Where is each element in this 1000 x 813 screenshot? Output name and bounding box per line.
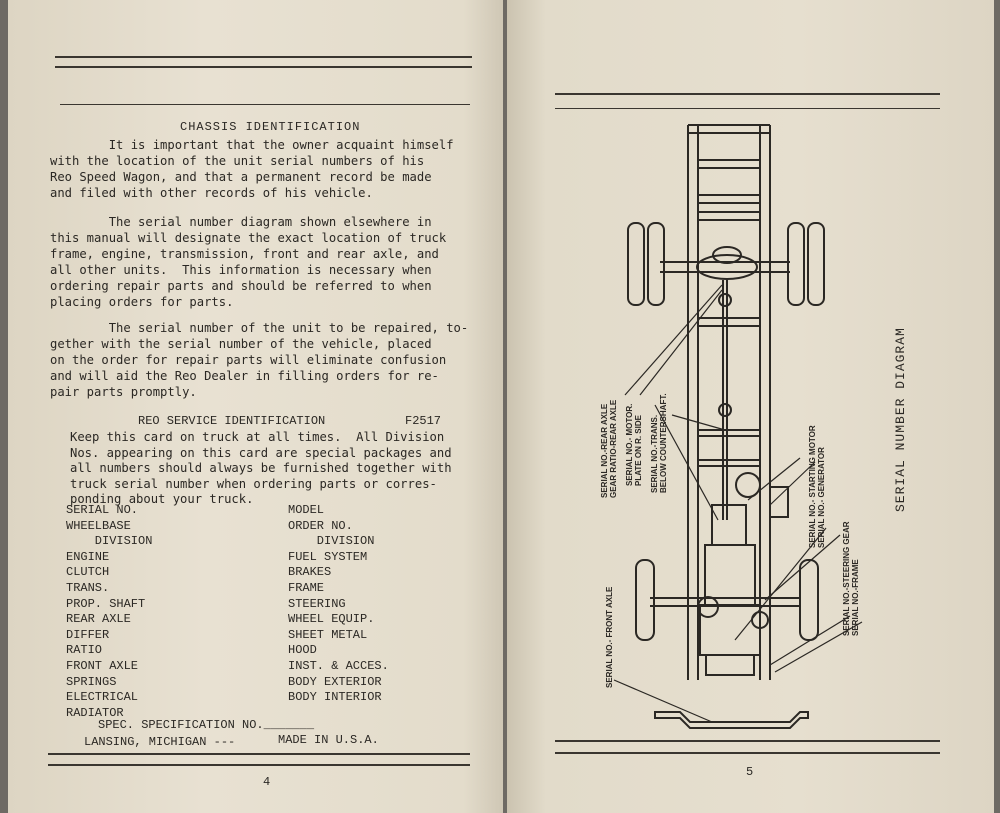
field-label: BODY INTERIOR <box>288 690 382 705</box>
bottom-rule <box>555 740 940 742</box>
rear-axle-label: SERIAL NO.-REAR AXLE GEAR RATIO-REAR AXLE <box>600 399 618 498</box>
page-title: CHASSIS IDENTIFICATION <box>180 120 361 134</box>
motor-label: SERIAL NO.- MOTOR. PLATE ON R. SIDE <box>625 403 643 486</box>
field-label: MODEL <box>288 503 325 517</box>
field-label: FRONT AXLE <box>66 658 139 673</box>
paragraph: The serial number diagram shown elsewhere in this manual will designate the exact location of truck frame, engine, transmission, front and rear axle, and all other units. This information is necessary when ordering repair parts and should be referred to when placing orders for parts. <box>50 215 447 309</box>
made-in-text: MADE IN U.S.A. <box>278 733 379 747</box>
field-label: FRAME <box>288 580 325 595</box>
field-label: INST. & ACCES. <box>288 658 389 673</box>
diagram-title: SERIAL NUMBER DIAGRAM <box>893 327 908 512</box>
field-label: TRANS. <box>66 580 110 595</box>
paragraph: It is important that the owner acquaint himself with the location of the unit serial numbers of his Reo Speed Wagon, and that a permanent record be made and filed with other records of his vehicle. <box>50 138 454 200</box>
field-label: SPRINGS <box>66 674 117 689</box>
field-label: PROP. SHAFT <box>66 596 146 611</box>
page-number: 4 <box>263 775 271 789</box>
field-label: BODY EXTERIOR <box>288 674 382 689</box>
bottom-rule <box>555 752 940 754</box>
field-label: ORDER NO. <box>288 518 353 533</box>
location-text: LANSING, MICHIGAN --- <box>84 735 236 749</box>
page-number: 5 <box>746 765 754 779</box>
steering-gear-label: SERIAL NO.-STEERING GEAR SERIAL NO.-FRAME <box>842 521 860 636</box>
field-label: DIVISION <box>66 534 153 549</box>
starting-motor-label: SERIAL NO.- STARTING MOTOR SERIAL NO.- GENERATOR <box>808 425 826 548</box>
field-label: SHEET METAL <box>288 627 368 642</box>
field-label: STEERING <box>288 596 346 611</box>
field-label: DIFFER <box>66 627 110 642</box>
paragraph: The serial number of the unit to be repaired, to- gether with the serial number of the vehicle, placed on the order for repair parts will eliminate confusion and will aid the Reo Dealer in filling orders for re- pair parts promptly. <box>50 321 469 399</box>
field-label: WHEELBASE <box>66 518 131 533</box>
front-axle-label: SERIAL NO.- FRONT AXLE <box>605 586 614 688</box>
field-label: ELECTRICAL <box>66 690 139 705</box>
field-label: SERIAL NO. <box>66 503 139 517</box>
card-title: REO SERVICE IDENTIFICATION <box>138 414 326 428</box>
field-label: WHEEL EQUIP. <box>288 612 375 627</box>
field-label: CLUTCH <box>66 565 110 580</box>
form-code: F2517 <box>405 414 442 428</box>
field-label: HOOD <box>288 643 317 658</box>
spec-line: SPEC. SPECIFICATION NO._______ <box>98 718 315 732</box>
card-note: Keep this card on truck at all times. All Division Nos. appearing on this card are special packages and all numbers should always be furnished together with truck serial number when ordering parts or corres- ponding about your truck. <box>70 430 452 506</box>
field-label: BRAKES <box>288 565 332 580</box>
field-label: ENGINE <box>66 549 110 564</box>
field-label: REAR AXLE <box>66 612 131 627</box>
field-label: RATIO <box>66 643 103 658</box>
field-label: DIVISION <box>288 534 375 549</box>
field-label: RADIATOR <box>66 705 124 720</box>
field-label: FUEL SYSTEM <box>288 549 368 564</box>
trans-label: SERIAL NO.-TRANS. BELOW COUNTERSHAFT. <box>650 393 668 493</box>
